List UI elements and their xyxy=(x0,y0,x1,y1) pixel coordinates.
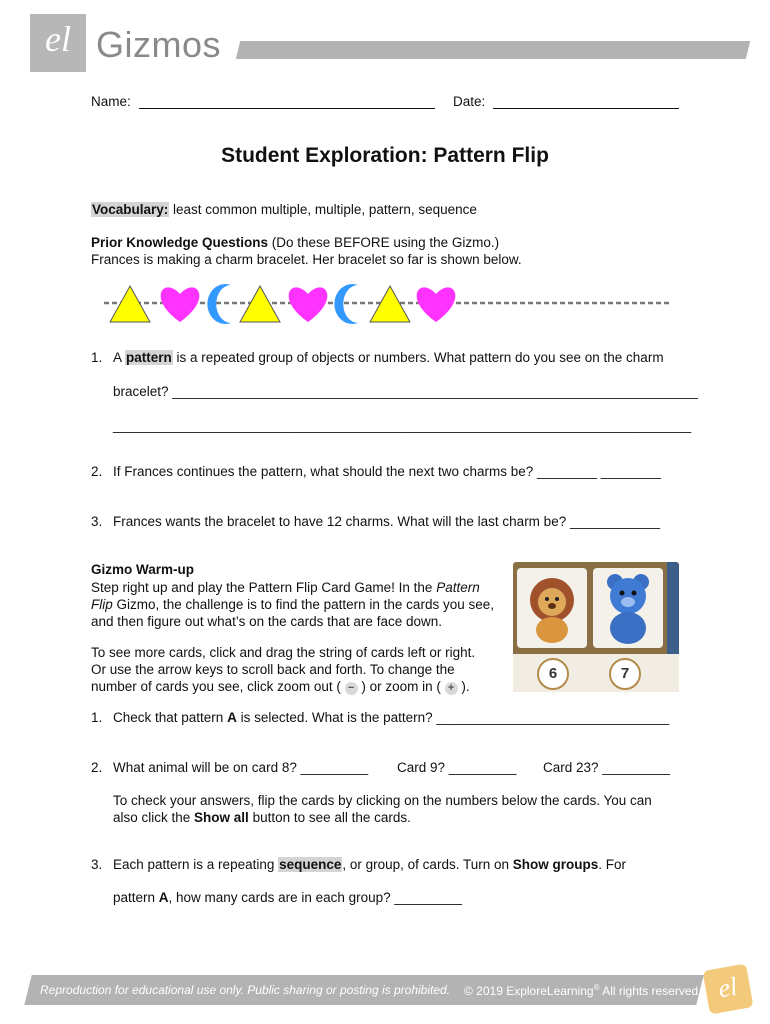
paragraph-text: Gizmo, the challenge is to find the pattern in the cards you see, xyxy=(112,597,494,612)
card-number-button[interactable]: 6 xyxy=(537,658,569,690)
copyright-text: © 2019 ExploreLearning xyxy=(464,984,594,998)
warmup-paragraph-1 xyxy=(91,579,511,630)
warmup-paragraph-2 xyxy=(91,644,511,695)
card-number-button[interactable]: 7 xyxy=(609,658,641,690)
term-pattern: pattern xyxy=(126,350,172,365)
prior-question-2 xyxy=(91,464,661,479)
prior-intro: Frances is making a charm bracelet. Her bracelet so far is shown below. xyxy=(91,252,522,267)
vocabulary-label: Vocabulary: xyxy=(92,202,169,217)
warmup-question-2-note xyxy=(113,792,652,826)
paragraph-text: Or use the arrow keys to scroll back and forth. To change the xyxy=(91,662,455,677)
prior-question-1-answer-line-2[interactable]: _____________________________________________________________________________ xyxy=(113,418,692,433)
brand-name: Gizmos xyxy=(96,24,222,65)
heart-charm-icon xyxy=(289,287,328,322)
warmup-question-3-line-2 xyxy=(113,890,462,905)
prior-question-3 xyxy=(91,514,660,529)
pattern-letter: A xyxy=(158,890,169,905)
prior-question-1 xyxy=(91,350,664,365)
heart-charm-icon xyxy=(161,287,200,322)
explorelearning-logo xyxy=(30,14,86,72)
warmup-question-1 xyxy=(91,710,669,725)
vocabulary-text: least common multiple, multiple, pattern, sequence xyxy=(169,202,477,217)
prior-question-1-answer-line-1[interactable]: bracelet? ______________________________________________________________________ xyxy=(113,384,698,399)
question-text[interactable]: What animal will be on card 8? _________ xyxy=(113,760,369,775)
warmup-heading: Gizmo Warm-up xyxy=(91,562,194,577)
lion-icon xyxy=(517,568,587,648)
header-bar xyxy=(236,41,750,59)
page-title: Student Exploration: Pattern Flip xyxy=(221,144,549,167)
question-number: 1. xyxy=(91,710,103,725)
footer-logo: el xyxy=(703,964,754,1015)
paragraph-text: ). xyxy=(457,679,470,694)
name-field-row xyxy=(91,94,435,109)
paragraph-text: To see more cards, click and drag the string of cards left or right. xyxy=(91,645,476,660)
warmup-question-2 xyxy=(91,760,368,775)
warmup-question-2-card9[interactable]: Card 9? _________ xyxy=(397,760,517,775)
charm-bracelet xyxy=(100,282,675,330)
rights-text: All rights reserved xyxy=(599,984,699,998)
prior-knowledge-heading-row xyxy=(91,235,499,250)
question-number: 1. xyxy=(91,350,103,365)
question-text: . For xyxy=(598,857,626,872)
footer-disclaimer: Reproduction for educational use only. Public sharing or posting is prohibited. xyxy=(40,983,451,997)
question-text[interactable]: If Frances continues the pattern, what should the next two charms be? ________ ________ xyxy=(113,464,661,479)
question-text[interactable]: Frances wants the bracelet to have 12 charms. What will the last charm be? ____________ xyxy=(113,514,661,529)
question-number: 2. xyxy=(91,760,103,775)
vocabulary xyxy=(91,202,477,217)
question-text: Each pattern is a repeating xyxy=(113,857,279,872)
side-panel xyxy=(667,562,679,654)
date-field-row xyxy=(453,94,679,109)
question-text[interactable]: , how many cards are in each group? _________ xyxy=(168,890,462,905)
warmup-question-3 xyxy=(91,857,626,872)
question-number: 3. xyxy=(91,514,103,529)
note-text: To check your answers, flip the cards by clicking on the numbers below the cards. You can xyxy=(113,793,652,808)
question-text: Check that pattern xyxy=(113,710,228,725)
date-label: Date: xyxy=(453,94,486,109)
show-groups-term: Show groups xyxy=(512,857,599,872)
heart-charm-icon xyxy=(417,287,456,322)
zoom-in-icon: + xyxy=(445,682,458,695)
logo-glyph: el xyxy=(45,19,71,59)
paragraph-text: number of cards you see, click zoom out ( xyxy=(91,679,345,694)
paragraph-text: Step right up and play the Pattern Flip Card Game! In the xyxy=(91,580,437,595)
question-number: 3. xyxy=(91,857,103,872)
prior-knowledge-heading: Prior Knowledge Questions xyxy=(91,235,269,250)
registered-mark: ® xyxy=(593,983,600,992)
question-text: is a repeated group of objects or numbers. What pattern do you see on the charm xyxy=(172,350,664,365)
question-text[interactable]: is selected. What is the pattern? _______________________________ xyxy=(236,710,670,725)
gizmo-name-pattern: Pattern xyxy=(436,580,480,595)
question-text: pattern xyxy=(113,890,159,905)
question-text: A xyxy=(113,350,126,365)
paragraph-text: and then figure out what’s on the cards that are face down. xyxy=(91,614,442,629)
term-sequence: sequence xyxy=(279,857,342,872)
gizmo-screenshot xyxy=(513,562,679,692)
footer-copyright xyxy=(464,983,698,998)
prior-knowledge-note: (Do these BEFORE using the Gizmo.) xyxy=(268,235,500,250)
date-field[interactable] xyxy=(493,94,679,109)
name-field[interactable] xyxy=(139,94,435,109)
note-text: button to see all the cards. xyxy=(248,810,411,825)
zoom-out-icon: − xyxy=(345,682,358,695)
card-bear xyxy=(593,568,663,648)
show-all-term: Show all xyxy=(194,810,249,825)
question-text: , or group, of cards. Turn on xyxy=(342,857,513,872)
warmup-question-2-card23[interactable]: Card 23? _________ xyxy=(543,760,670,775)
question-number: 2. xyxy=(91,464,103,479)
paragraph-text: ) or zoom in ( xyxy=(357,679,445,694)
card-lion xyxy=(517,568,587,648)
gizmo-name-flip: Flip xyxy=(91,597,113,612)
pattern-letter: A xyxy=(227,710,237,725)
teddy-bear-icon xyxy=(593,568,663,648)
name-label: Name: xyxy=(91,94,131,109)
note-text: also click the xyxy=(113,810,195,825)
